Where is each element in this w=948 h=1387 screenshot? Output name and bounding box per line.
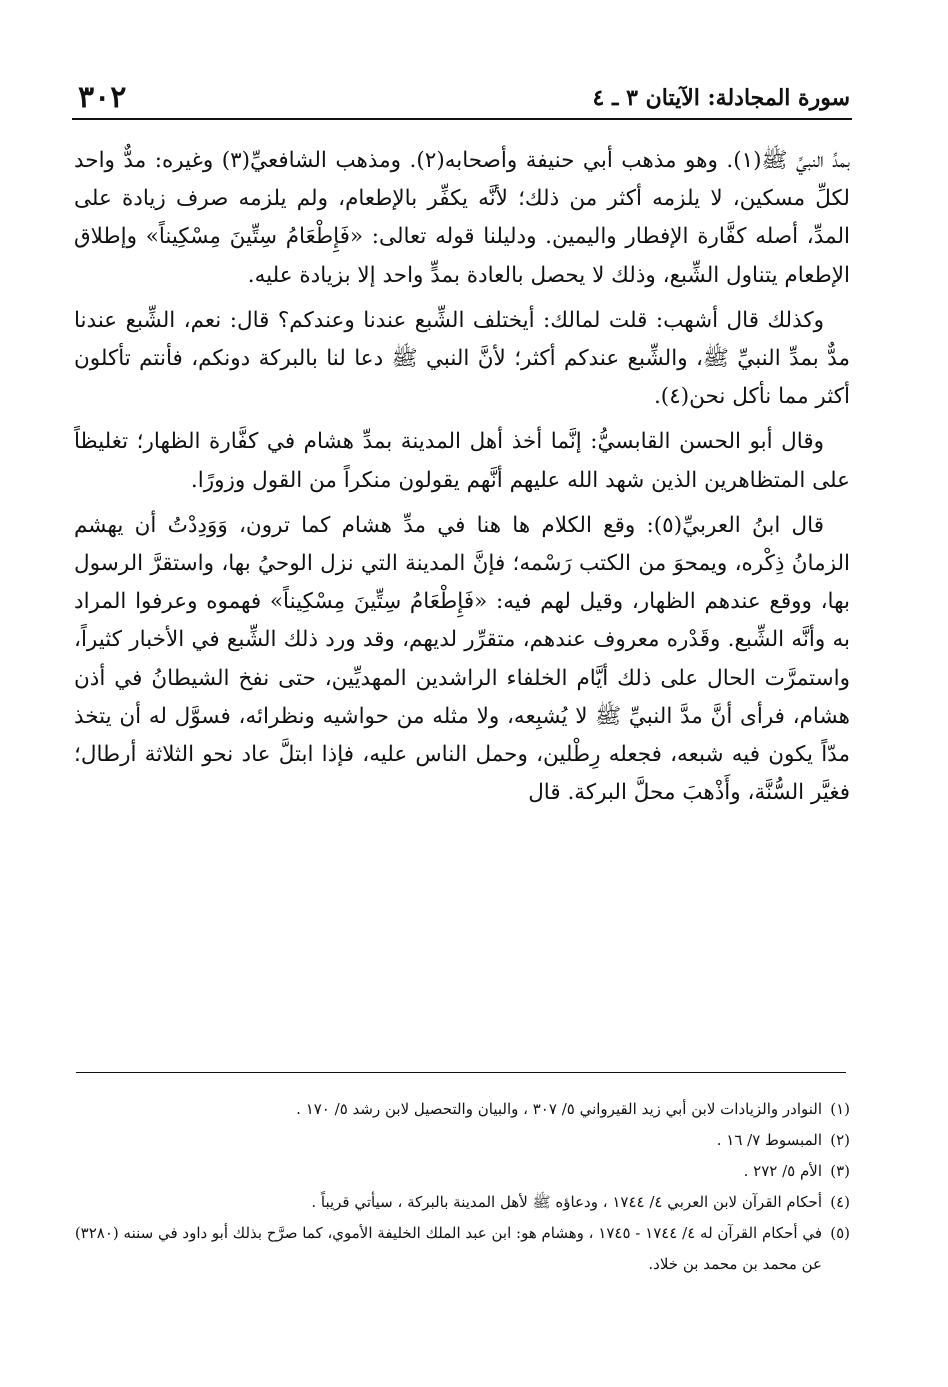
footnote-rule [76, 1072, 846, 1073]
paragraph: بمدِّ النبيِّ ﷺ(١). وهو مذهب أبي حنيفة وأصحابه(٢). ومذهب الشافعيِّ(٣) وغيره: مدٌّ واحد لكلِّ مسكين، لا يلزمه أكثر من ذلك؛ لأنَّه يكفِّر بالإطعام، ولم يلزمه صرف زيادة على المدِّ، أصله كفَّارة الإفطار واليمين. ودليلنا قوله تعالى: «فَإِطْعَامُ سِتِّينَ مِسْكِيناً» وإطلاق الإطعام يتناول الشِّبع، وذلك لا يحصل بالعادة بمدٍّ واحد إلا بزيادة عليه. [74, 148, 850, 288]
paragraph: وكذلك قال أشهب: قلت لمالك: أيختلف الشِّبع عندنا وعندكم؟ قال: نعم، الشِّبع عندنا مدٌّ بمدِّ النبيِّ ﷺ، والشِّبع عندكم أكثر؛ لأنَّ النبي ﷺ دعا لنا بالبركة دونكم، فأنتم تأكلون أكثر مما نأكل نحن(٤). [74, 307, 850, 410]
footnote-number: (٥) [830, 1224, 850, 1242]
footnote-number: (٤) [830, 1193, 850, 1211]
header-rule [72, 118, 852, 120]
footnote-number: (٣) [830, 1162, 850, 1180]
running-title: سورة المجادلة: الآيتان ٣ ـ ٤ [592, 85, 850, 111]
footnote-text: المبسوط ٧/ ١٦ . [716, 1131, 822, 1149]
page-number: ٣٠٢ [78, 80, 127, 115]
footnote-number: (١) [830, 1100, 850, 1118]
body-text [74, 142, 850, 819]
footnote [74, 1094, 850, 1125]
paragraph: قال ابنُ العربيِّ(٥): وقع الكلام ها هنا في مدِّ هشام كما ترون، وَوَدِدْتُ أن يهشم الزمانُ ذِكْره، ويمحوَ من الكتب رَسْمه؛ فإنَّ المدينة التي نزل الوحيُ بها، واستقرَّ الرسول بها، ووقع عندهم الظهار، وقيل لهم فيه: «فَإِطْعَامُ سِتِّينَ مِسْكِيناً» فهموه وعرفوا المراد به وأنَّه الشِّبع. وقَدْره معروف عندهم، متقرِّر لديهم، وقد ورد ذلك الشِّبع في الأخبار كثيراً، واستمرَّت الحال على ذلك أيَّام الخلفاء الراشدين المهديِّين، حتى نفخ الشيطانُ في أذن هشام، فرأى أنَّ مدَّ النبيِّ ﷺ لا يُشبِعه، ولا مثله من حواشيه ونظرائه، فسوَّل له أن يتخذ مدّاً يكون فيه شبعه، فجعله رِطْلين، وحمل الناس عليه، فإذا ابتلَّ عاد نحو الثلاثة أرطال؛ فغيَّر السُّنَّة، وأَذْهبَ محلَّ البركة. قال [74, 512, 850, 806]
footnote [74, 1218, 850, 1280]
footnote-text: أحكام القرآن لابن العربي ٤/ ١٧٤٤ ، ودعاؤه ﷺ لأهل المدينة بالبركة ، سيأتي قريباً . [311, 1193, 822, 1211]
footnote [74, 1156, 850, 1187]
paragraph: وقال أبو الحسن القابسيُّ: إنَّما أخذ أهل المدينة بمدِّ هشام في كفَّارة الظهار؛ تغليظاً على المتظاهرين الذين شهد الله عليهم أنَّهم يقولون منكراً من القول وزورًا. [74, 429, 850, 493]
footnote [74, 1187, 850, 1218]
footnote-text: الأم ٥/ ٢٧٢ . [743, 1162, 822, 1180]
footnote [74, 1125, 850, 1156]
page-header [78, 70, 850, 118]
footnotes [74, 1094, 850, 1280]
footnote-text: في أحكام القرآن له ٤/ ١٧٤٤ - ١٧٤٥ ، وهشام هو: ابن عبد الملك الخليفة الأموي، كما صرَّح بذلك أبو داود في سننه (٣٢٨٠) عن محمد بن محمد بن خلاد. [74, 1224, 822, 1273]
footnote-text: النوادر والزيادات لابن أبي زيد القيرواني ٥/ ٣٠٧ ، والبيان والتحصيل لابن رشد ٥/ ١٧٠ . [296, 1100, 822, 1118]
footnote-number: (٢) [830, 1131, 850, 1149]
